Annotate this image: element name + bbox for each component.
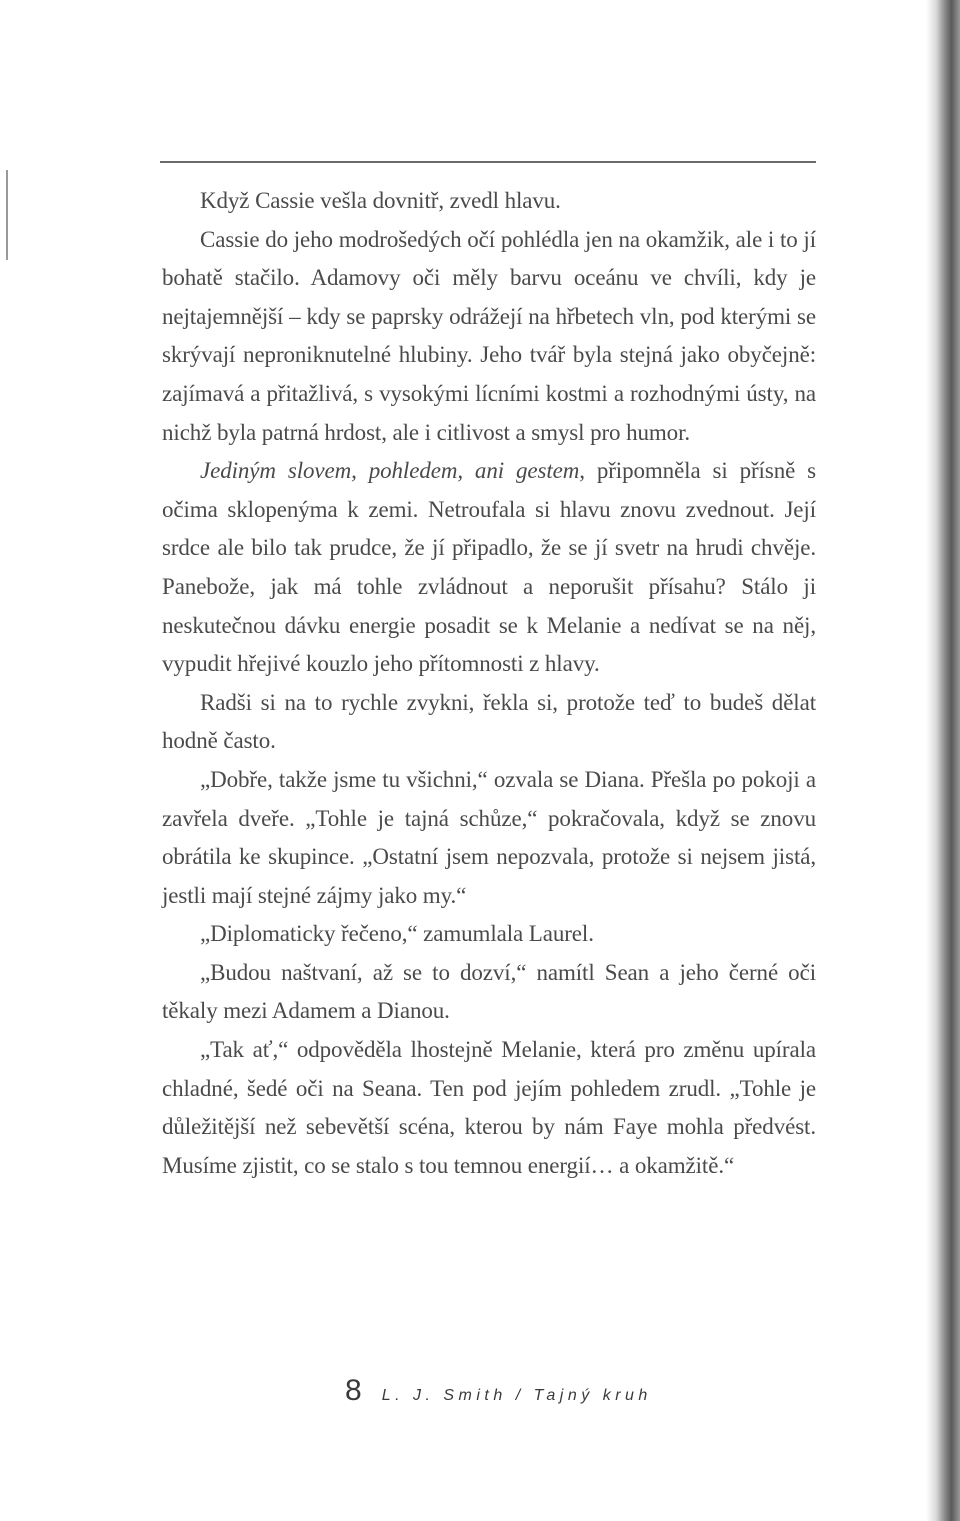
running-title: L. J. Smith / Tajný kruh — [381, 1387, 652, 1404]
paragraph-3-text: připomněla si přísně s očima sklopenýma k zemi. Netroufala si hlavu znovu zvednout. Její srdce ale bilo tak prudce, že jí připadlo, že se jí svetr na hrudi chvěje. Panebože, jak má tohle zvládnout a neporušit přísahu? Stálo ji neskutečnou dávku energie posadit se k Melanie a nedívat se na něj, vypudit hřejivé kouzlo jeho přítomnosti z hlavy. — [162, 458, 817, 677]
paragraph-7: „Budou naštvaní, až se to dozví,“ namítl Sean a jeho černé oči těkaly mezi Adamem a Dianou. — [162, 959, 816, 1024]
paragraph-1: Když Cassie vešla dovnitř, zvedl hlavu. — [200, 188, 561, 213]
paragraph-8: „Tak ať,“ odpověděla lhostejně Melanie, která pro změnu upírala chladné, šedé oči na Seana. Ten pod jejím pohledem zrudl. „Tohle je důležitější než sebevětší scéna, kterou by nám Faye mohla předvést. Musíme zjistit, co se stalo s tou temnou energií… a okamžitě.“ — [162, 1037, 816, 1178]
paragraph-5: „Dobře, takže jsme tu všichni,“ ozvala se Diana. Přešla po pokoji a zavřela dveře. „Tohle je tajná schůze,“ pokračovala, když se znovu obrátila ke skupince. „Ostatní jsem nepozvala, protože si nejsem jistá, jestli mají stejné zájmy jako my.“ — [162, 766, 816, 908]
page-footer — [345, 1374, 652, 1408]
page-number: 8 — [345, 1374, 362, 1407]
paragraph-4: Radši si na to rychle zvykni, řekla si, protože teď to budeš dělat hodně často. — [162, 689, 816, 754]
paragraph-2: Cassie do jeho modrošedých očí pohlédla jen na okamžik, ale i to jí bohatě stačilo. Adamovy oči měly barvu oceánu ve chvíli, kdy je nejtajemnější – kdy se paprsky odrážejí na hřbetech vln, pod kterými se skrývají neproniknutelné hlubiny. Jeho tvář byla stejná jako obyčejně: zajímavá a přitažlivá, s vysokými lícními kostmi a rozhodnými ústy, na nichž byla patrná hrdost, ale i citlivost a smysl pro humor. — [162, 226, 816, 445]
header-rule — [160, 161, 816, 163]
paragraph-3-italic: Jediným slovem, pohledem, ani gestem, — [200, 458, 585, 484]
page-edge-mark — [6, 170, 8, 260]
paragraph-3 — [162, 452, 816, 684]
paragraph-6: „Diplomaticky řečeno,“ zamumlala Laurel. — [200, 921, 594, 947]
book-spine-shadow — [926, 0, 960, 1521]
body-text — [162, 182, 816, 1185]
